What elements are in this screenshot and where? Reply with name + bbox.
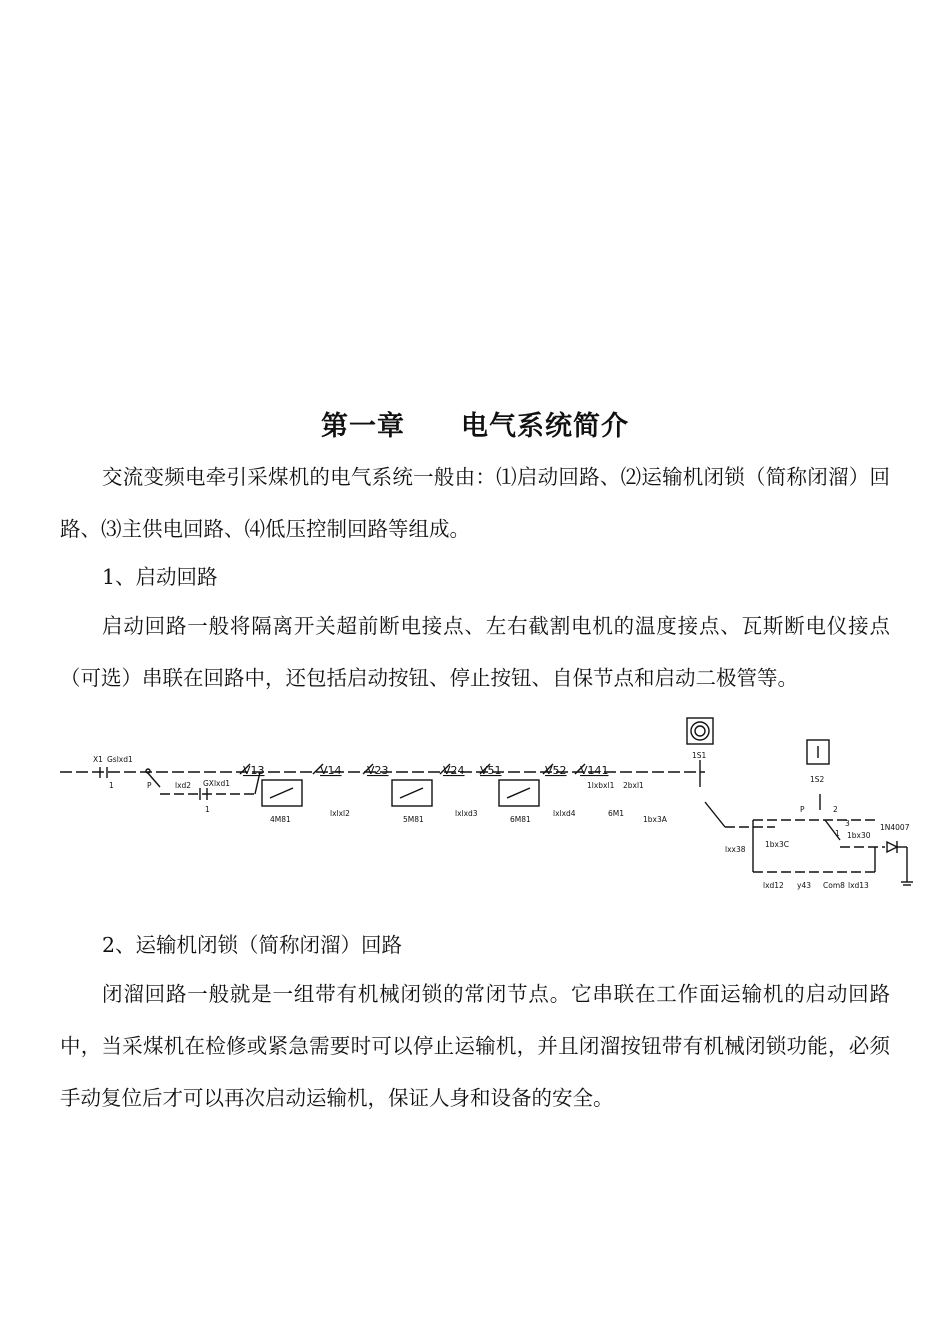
label-lbxl1: 1lxbxl1 — [587, 781, 615, 790]
label-lxd2b: lxlxl2 — [330, 809, 350, 818]
label-v141: V141 — [580, 764, 609, 777]
label-lbx3c: 1bx3C — [765, 840, 789, 849]
label-1s1: 1S1 — [692, 751, 707, 760]
section1-heading: 1、启动回路 — [102, 565, 218, 589]
label-x1: X1 — [93, 755, 103, 764]
label-lbxl2: 2bxl1 — [623, 781, 644, 790]
label-lbx3a: 1bx3A — [643, 815, 667, 824]
label-6m1: 6M1 — [608, 809, 625, 818]
label-v23: V23 — [367, 764, 389, 777]
intro-paragraph: 交流变频电牵引采煤机的电气系统一般由：⑴启动回路、⑵运输机闭锁（简称闭溜）回路、⑶主供电回路、⑷低压控制回路等组成。 — [60, 465, 890, 541]
section1-paragraph: 启动回路一般将隔离开关超前断电接点、左右截割电机的温度接点、瓦斯断电仪接点（可选）串联在回路中，还包括启动按钮、停止按钮、自保节点和启动二极管等。 — [60, 614, 890, 690]
label-p2: P — [147, 781, 152, 790]
chapter-title: 第一章 电气系统简介 — [321, 411, 629, 442]
label-n1: 1 — [109, 781, 114, 790]
label-n1b: 1 — [205, 805, 210, 814]
section2-paragraph: 闭溜回路一般就是一组带有机械闭锁的常闭节点。它串联在工作面运输机的启动回路中，当采煤机在检修或紧急需要时可以停止运输机，并且闭溜按钮带有机械闭锁功能，必须手动复位后才可以再次启动运输机，保证人身和设备的安全。 — [60, 982, 890, 1110]
label-5m81: 5M81 — [403, 815, 424, 824]
label-v52: V52 — [545, 764, 567, 777]
label-y43: y43 — [797, 881, 811, 890]
label-v24: V24 — [443, 764, 465, 777]
label-lbx30: 1bx30 — [847, 831, 871, 840]
label-1s2: 1S2 — [810, 775, 825, 784]
label-diode: 1N4007 — [880, 823, 910, 832]
label-4m81: 4M81 — [270, 815, 291, 824]
label-v14: V14 — [320, 764, 342, 777]
label-lxd4: lxlxd4 — [553, 809, 576, 818]
label-com8: Com8 — [823, 881, 845, 890]
section2-heading: 2、运输机闭锁（简称闭溜）回路 — [102, 933, 403, 957]
label-gslxd1: Gslxd1 — [107, 755, 133, 764]
start-circuit-diagram — [55, 712, 925, 892]
label-p1: P — [800, 805, 805, 814]
label-v13: V13 — [243, 764, 265, 777]
label-glxd1: GXlxd1 — [203, 779, 231, 788]
label-v51: V51 — [480, 764, 502, 777]
label-n3: 3 — [845, 819, 850, 828]
label-6m81: 6M81 — [510, 815, 531, 824]
label-lxx38: lxx38 — [725, 845, 746, 854]
label-lxd13: lxd13 — [848, 881, 869, 890]
label-n2: 2 — [833, 805, 838, 814]
label-lxd12: lxd12 — [763, 881, 784, 890]
label-n1c: 1 — [835, 829, 840, 838]
label-lxd2: lxd2 — [175, 781, 192, 790]
label-lxd3: lxlxd3 — [455, 809, 478, 818]
